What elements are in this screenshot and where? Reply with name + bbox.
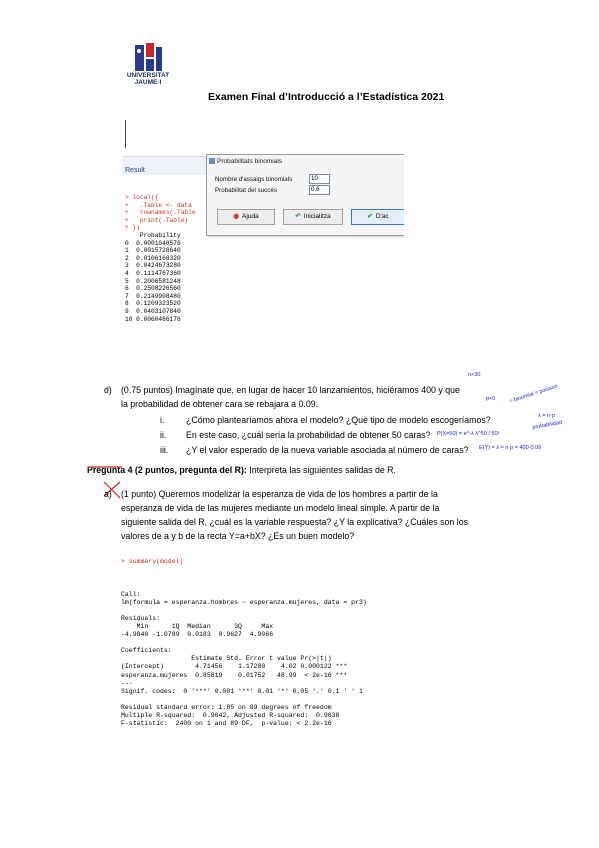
annotation-poisson-formula: P(X=50) = e^-λ λ^50 / 50! [437,431,500,437]
rcmdr-script-area [122,118,404,157]
summary-line: esperanza.mujeres 0.85819 0.01752 48.99 < 2e-16 *** [121,671,348,679]
summary-line [121,607,441,615]
item-i-number: i. [160,415,165,425]
question-a-line-4: valores de a y b de la recta Y=a+bX? ¿Es un buen modelo? [121,531,355,541]
question-d-line-2: la probabilidad de obtener cara se rebajara a 0.09. [121,399,319,409]
console-line: + print(.Table) [125,216,189,224]
summary-line [121,696,441,704]
pregunta-4-heading [87,464,396,477]
dialog-title: Probabilitats binomials [217,158,283,165]
summary-line: Estimate Std. Error t value Pr(>|t|) [121,655,332,663]
r-summary-command: > summary(model) [121,558,184,566]
question-a-line-1: (1 punto) Queremos modelizar la esperanza de vida de los hombres a partir de la [121,489,438,499]
console-line: 7 0.2149908480 [125,292,181,300]
ok-button[interactable] [351,209,404,225]
binomial-dialog [206,154,404,236]
annotation-binomial-poisson: ≈ binomial ≈ poisson [509,383,559,405]
dialog-app-icon [209,158,215,164]
console-line: 0 0.0001048576 [125,239,181,247]
logo-line-1: UNIVERSITAT [126,72,170,79]
rcmdr-console-output [125,194,196,323]
summary-line: F-statistic: 2400 on 1 and 89 DF, p-value: < 2.2e-16 [121,720,332,728]
item-ii-text: En este caso, ¿cuál sería la probabilidad de obtener 50 caras? [186,430,431,440]
console-line: + .Table <- data [125,201,192,209]
reset-icon: ↶ [295,213,301,220]
annotation-n-gt-30: n>30 [468,372,481,378]
console-line: 6 0.2508226560 [125,285,181,293]
reset-button-label: Inicialitza [303,213,331,220]
console-line: > local({ [125,194,159,201]
console-line: 10 0.0060466176 [125,315,181,323]
console-line: + }) [125,224,140,232]
summary-line: Residuals: [121,614,161,622]
help-button[interactable] [217,209,275,225]
help-button-label: Ajuda [242,213,259,220]
summary-line: lm(formula = esperanza.hombres ~ esperanza.mujeres, data = pr3) [121,598,367,606]
item-iii-number: iii. [160,445,169,455]
r-summary-lines [121,582,441,728]
console-line: + rownames(.Table [125,209,196,217]
help-icon: ◉ [233,213,240,220]
annotation-lambda: λ = n·p [538,413,555,419]
summary-line: Signif. codes: 0 '***' 0.001 '**' 0.01 '*' 0.05 '.' 0.1 ' ' 1 [121,687,363,695]
reset-button[interactable] [283,209,343,225]
trials-label: Nombre d'assaigs binomials [215,176,293,183]
summary-line: Multiple R-squared: 0.9642, Adjusted R-squared: 0.9638 [121,711,340,719]
summary-line: -4.9840 -1.0789 0.0183 0.9627 4.9066 [121,631,274,639]
item-iii-text: ¿Y el valor esperado de la nueva variable asociada al número de caras? [186,445,469,455]
results-label: Result [125,167,145,174]
summary-line: Min 1Q Median 3Q Max [121,622,274,630]
item-ii-number: ii. [160,430,167,440]
item-i-text: ¿Cómo plantearíamos ahora el modelo? ¿Qué tipo de modelo escogeríamos? [186,415,491,425]
rcmdr-screenshot [122,118,404,344]
console-line: 2 0.0106168320 [125,254,181,262]
university-logo-text [118,72,178,86]
probability-input[interactable]: 0.6 [309,185,330,195]
pregunta-4-label: Pregunta 4 (2 puntos, pregunta del R): [87,465,247,475]
question-d-line-1: (0.75 puntos) Imagínate que, en lugar de hacer 10 lanzamientos, hiciéramos 400 y que [121,385,460,395]
console-line: 5 0.2006581248 [125,277,181,285]
ok-button-label: D'ac [375,213,389,220]
annotation-probabilidad: probabilidad [532,419,563,431]
console-line: 1 0.0015728640 [125,247,181,255]
summary-line: (Intercept) 4.71456 1.17280 4.02 0.000122 *** [121,663,348,671]
check-icon: ✔ [367,213,373,220]
probability-label: Probabilitat del succés [215,187,277,194]
question-a-line-3: siguiente salida del R, ¿cuál es la variable respuesta? ¿Y la explicativa? ¿Cuáles son los [121,517,469,527]
summary-line [121,639,441,647]
trials-input[interactable]: 10 [309,174,330,184]
console-line: 4 0.1114767360 [125,269,181,277]
exam-title: Examen Final d’Introducció a l’Estadística 2021 [208,91,445,103]
summary-line: Residual standard error: 1.85 on 89 degrees of freedom [121,703,332,711]
console-line: 8 0.1209323520 [125,300,181,308]
console-line: 3 0.0424673280 [125,262,181,270]
summary-line [121,582,441,590]
annotation-p-lt-0: p<0 [486,396,496,402]
console-line: 9 0.0403107840 [125,307,181,315]
r-summary-output [121,542,441,740]
summary-line: Call: [121,590,141,598]
pregunta-4-text: Interpreta las siguientes salidas de R. [246,465,396,475]
summary-line: --- [121,679,133,687]
question-a-line-2: esperanza de vida de las mujeres mediante un modelo lineal simple. A partir de la [121,503,440,513]
university-logo-icon [131,43,165,73]
summary-line: Coefficients: [121,647,172,655]
console-line: Probability [125,231,181,239]
question-a-marker: a) [104,489,112,499]
logo-line-2: JAUME·I [134,79,162,86]
annotation-expected-value: E(Y) = λ = n·p = 400·0.09 [479,445,542,451]
question-d-marker: d) [104,385,112,395]
